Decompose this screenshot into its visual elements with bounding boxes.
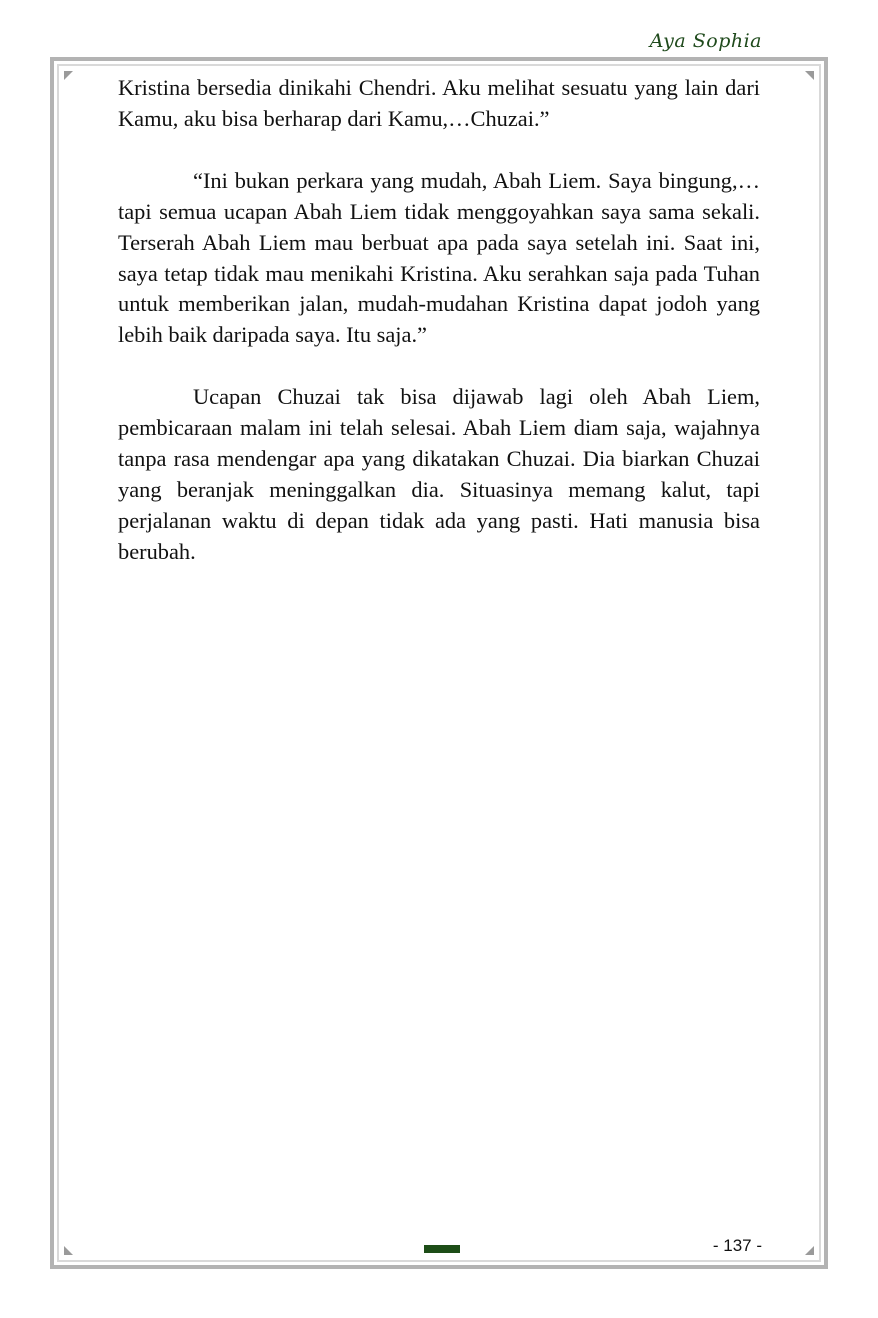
running-header-title: Aya Sophia xyxy=(649,30,762,52)
frame-corner-ornament xyxy=(805,71,814,80)
paragraph-1: Kristina bersedia dinikahi Chendri. Aku melihat sesuatu yang lain dari Kamu, aku bisa berharap dari Kamu,…Chuzai.” xyxy=(118,75,760,131)
frame-corner-ornament xyxy=(64,1246,73,1255)
footer-decorative-bar xyxy=(424,1245,460,1253)
paragraph-2: “Ini bukan perkara yang mudah, Abah Liem. Saya bingung,…tapi semua ucapan Abah Liem tidak menggoyahkan saya sama sekali. Terserah Abah Liem mau berbuat apa pada saya setelah ini. Saat ini, saya tetap tidak mau menikahi Kristina. Aku serahkan saja pada Tuhan untuk memberikan jalan, mudah-mudahan Kristina dapat jodoh yang lebih baik daripada saya. Itu saja.” xyxy=(118,167,760,348)
page-number: - 137 - xyxy=(712,1236,762,1255)
paragraph-3: Ucapan Chuzai tak bisa dijawab lagi oleh Abah Liem, pembicaraan malam ini telah selesai. Abah Liem diam saja, wajahnya tanpa rasa mendengar apa yang dikatakan Chuzai. Dia biarkan Chuzai yang beranjak meninggalkan dia. Situasinya memang kalut, tapi perjalanan waktu di depan tidak ada yang pasti. Hati manusia bisa berubah. xyxy=(118,384,760,564)
frame-corner-ornament xyxy=(805,1246,814,1255)
frame-corner-ornament xyxy=(64,71,73,80)
body-text xyxy=(118,73,760,599)
